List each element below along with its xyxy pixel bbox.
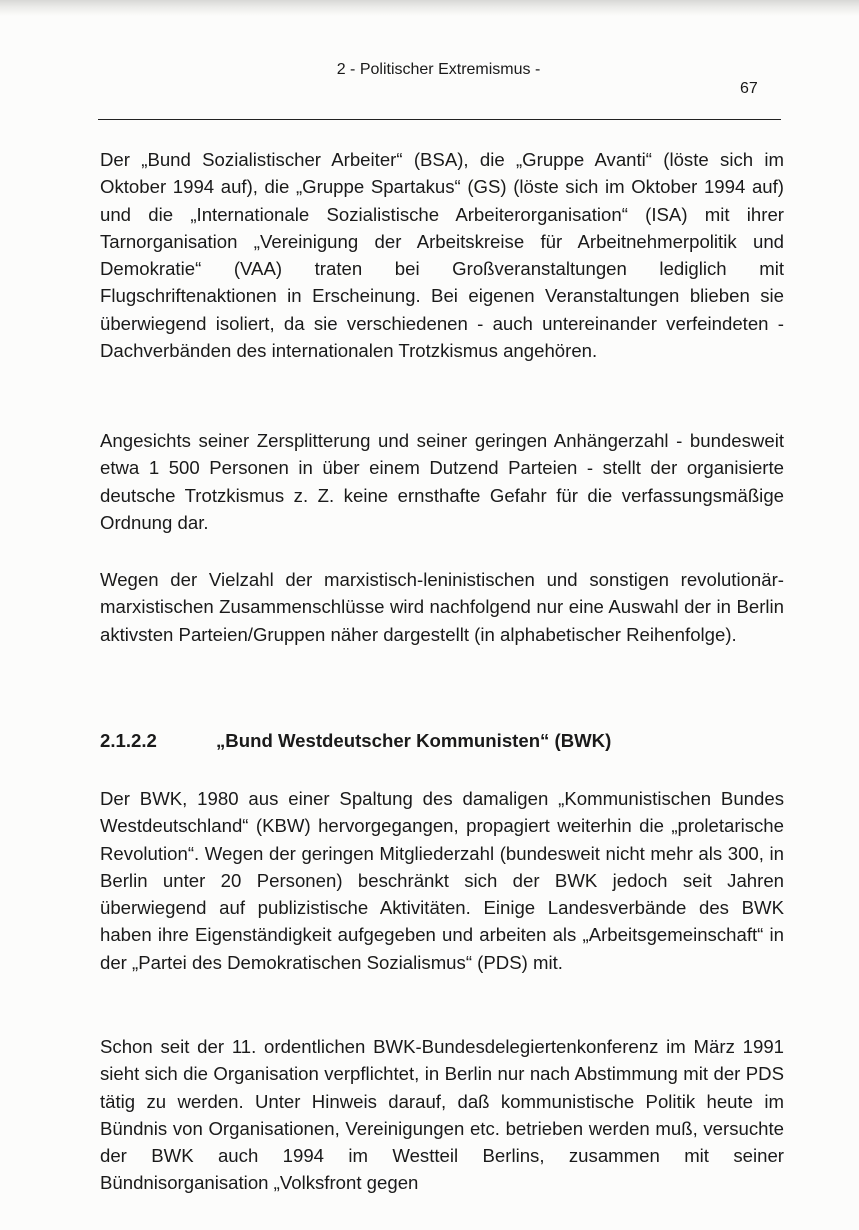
header-rule — [98, 119, 781, 120]
section-heading — [100, 730, 611, 752]
paragraph-fragmentation: Angesichts seiner Zersplitterung und seiner geringen Anhängerzahl - bundesweit etwa 1 500 Personen in über einem Dutzend Parteien - stellt der organisierte deutsche Trotzkismus z. Z. keine ernsthafte Gefahr für die verfassungsmäßige Ordnung dar. — [100, 430, 784, 533]
paragraph-bwk-origin: Der BWK, 1980 aus einer Spaltung des damaligen „Kommunistischen Bundes Westdeutschland“ (KBW) hervorgegangen, propagiert weiterhin die „proletarische Revolution“. Wegen der geringen Mitgliederzahl (bundesweit nicht mehr als 300, in Berlin unter 20 Personen) beschränkt sich der BWK jedoch seit Jahren überwiegend auf publizistische Aktivitäten. Einige Landesverbände des BWK haben ihre Eigenständigkeit aufgegeben und arbeiten als „Arbeitsgemeinschaft“ in der „Partei des Demokratischen Sozialismus“ (PDS) mit. — [100, 788, 784, 973]
page-number: 67 — [740, 80, 758, 97]
scan-edge-shadow — [0, 0, 859, 16]
running-header: 2 - Politischer Extremismus - — [336, 61, 541, 78]
paragraph-selection: Wegen der Vielzahl der marxistisch-leninistischen und sonstigen revolutionär-marxistischen Zusammenschlüsse wird nachfolgend nur eine Auswahl der in Berlin aktivsten Parteien/Gruppen näher dargestellt (in alphabetischer Reihenfolge). — [100, 569, 784, 645]
paragraph-trotskyist-groups: Der „Bund Sozialistischer Arbeiter“ (BSA), die „Gruppe Avanti“ (löste sich im Oktober 1994 auf), die „Gruppe Spartakus“ (GS) (löste sich im Oktober 1994 auf) und die „Internationale Sozialistische Arbeiterorganisation“ (ISA) mit ihrer Tarnorganisation „Vereinigung der Arbeitskreise für Arbeitnehmerpolitik und Demokratie“ (VAA) traten bei Großveranstaltungen lediglich mit Flugschriftenaktionen in Erscheinung. Bei eigenen Veranstaltungen blieben sie überwiegend isoliert, da sie verschiedenen - auch untereinander verfeindeten - Dachverbänden des internationalen Trotzkismus angehören. — [100, 149, 784, 362]
section-number: 2.1.2.2 — [100, 730, 157, 751]
paragraph-bwk-pds: Schon seit der 11. ordentlichen BWK-Bundesdelegiertenkonferenz im März 1991 sieht sich die Organisation verpflichtet, in Berlin nur nach Abstimmung mit der PDS tätig zu werden. Unter Hinweis darauf, daß kommunistische Politik heute im Bündnis von Organisationen, Vereinigungen etc. betrieben werden muß, versuchte der BWK auch 1994 im Westteil Berlins, zusammen mit seiner Bündnisorganisation „Volksfront gegen — [100, 1036, 784, 1194]
section-title: „Bund Westdeutscher Kommunisten“ (BWK) — [216, 730, 612, 751]
